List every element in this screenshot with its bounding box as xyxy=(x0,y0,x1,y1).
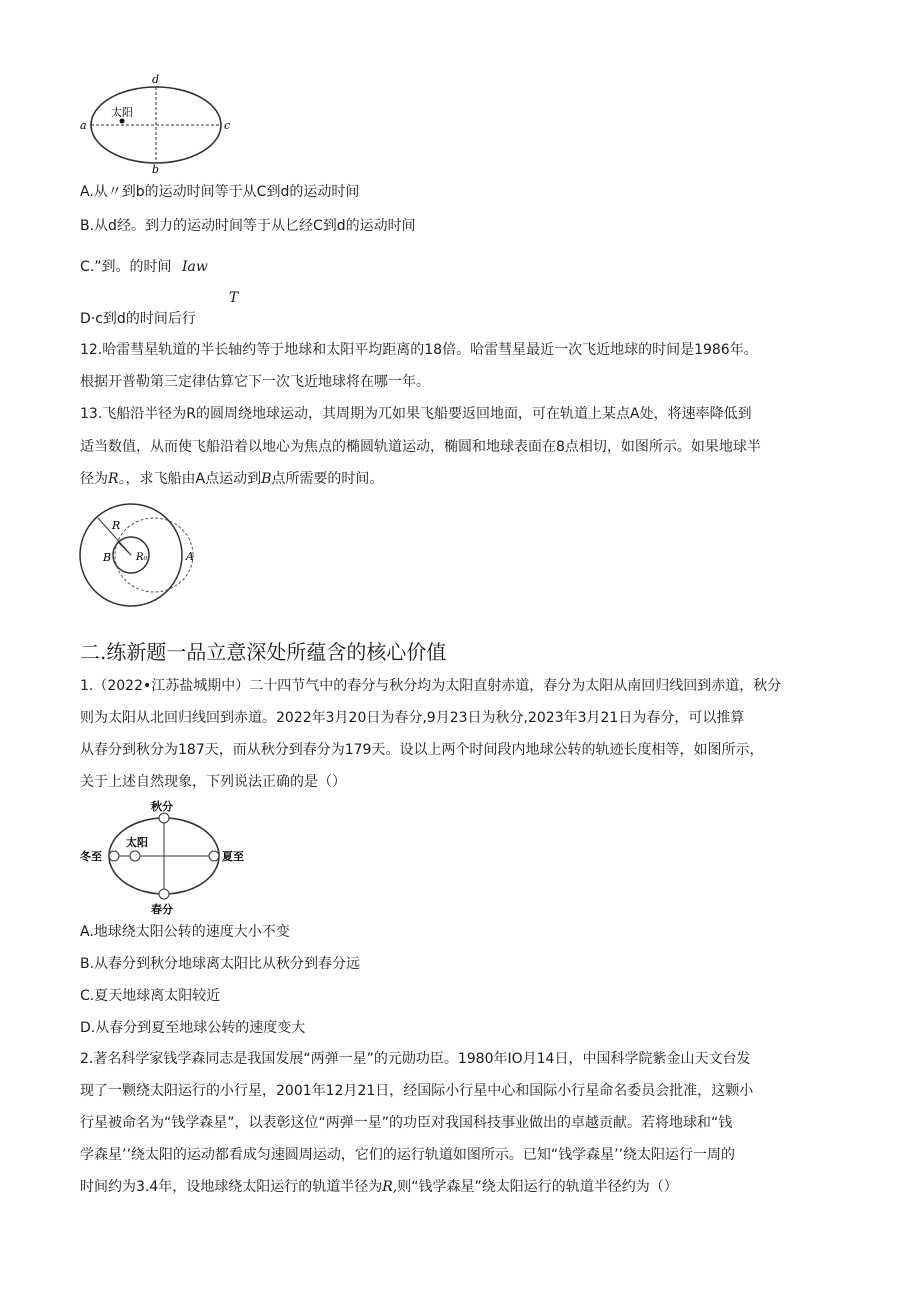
label-autumn: 秋分 xyxy=(151,800,173,813)
sun-dot xyxy=(120,119,125,124)
q12-line-1: 12.哈雷彗星轨道的半长轴约等于地球和太阳平均距离的18倍。哈雷彗星最近一次飞近地球的时间是1986年。 xyxy=(80,342,758,358)
label-spring: 春分 xyxy=(151,903,173,916)
q13-text-b: ，求飞船由A点运动到 xyxy=(125,471,262,487)
p1-line-1: 1.（2022•江苏盐城期中）二十四节气中的春分与秋分均为太阳直射赤道，春分为太阳从南回归线回到赤道，秋分 xyxy=(80,678,782,694)
q11-option-c-formula: Iaw xyxy=(181,259,208,275)
p1-line-4: 关于上述自然现象，下列说法正确的是（） xyxy=(80,774,346,790)
seasons-figure xyxy=(78,798,258,918)
p2-text-a: 时间约为3.4年，设地球绕太阳运行的轨道半径为 xyxy=(80,1179,383,1195)
p2-R: R, xyxy=(382,1179,398,1195)
p1-line-3: 从春分到秋分为187天，而从秋分到春分为179天。设以上两个时间段内地球公转的轨迹长度相等，如图所示， xyxy=(80,742,764,758)
orbit-figure xyxy=(78,502,208,612)
label-c: c xyxy=(224,119,231,132)
q11-option-c xyxy=(80,257,208,277)
label-R0: R₀ xyxy=(136,552,148,563)
label-a: a xyxy=(80,119,87,132)
q13-line-1: 13.飞船沿半径为R的圆周绕地球运动，其周期为兀如果飞船要返回地面，可在轨道上某点A处，将速率降低到 xyxy=(80,406,752,422)
q13-text-c: 点所需要的时间。 xyxy=(271,471,384,487)
spring-point xyxy=(159,889,169,899)
p2-line-3: 行星被命名为“钱学森星”，以表彰这位“两弹一星”的功臣对我国科技事业做出的卓越贡献。若将地球和“钱 xyxy=(80,1115,733,1131)
p2-line-4: 学森星’’绕太阳的运动都看成匀速圆周运动，它们的运行轨道如图所示。已知“钱学森星’’绕太阳运行一周的 xyxy=(80,1147,736,1163)
p1-option-c: C.夏天地球离太阳较近 xyxy=(80,988,221,1004)
q13-B: B xyxy=(261,471,272,487)
q13-R0: R。 xyxy=(108,471,126,487)
label-winter: 冬至 xyxy=(80,850,102,863)
q13-line-2: 适当数值，从而使飞船沿着以地心为焦点的椭圆轨道运动，椭圆和地球表面在8点相切，如图所示。如果地球半 xyxy=(80,439,761,455)
p1-option-a: A.地球绕太阳公转的速度大小不变 xyxy=(80,924,290,940)
q11-option-d: D·c到d的时间后行 xyxy=(80,311,196,327)
p1-option-d: D.从春分到夏至地球公转的速度变大 xyxy=(80,1020,306,1036)
label-sun: 太阳 xyxy=(126,836,148,849)
q12-line-2: 根据开普勒第三定律估算它下一次飞近地球将在哪一年。 xyxy=(80,374,430,390)
q11-formula-T: T xyxy=(229,290,239,306)
summer-point xyxy=(209,851,219,861)
q11-option-c-text: C.”到。的时间 xyxy=(80,259,172,275)
q11-option-b: B.从d经。到力的运动时间等于从匕经C到d的运动时间 xyxy=(80,218,416,234)
ellipse-orbit-figure xyxy=(78,74,238,174)
q13-line-3 xyxy=(80,469,383,489)
winter-point xyxy=(109,851,119,861)
p2-text-b: 则“钱学森星”绕太阳运行的轨道半径约为（） xyxy=(397,1179,678,1195)
radius-R0 xyxy=(118,542,131,555)
p1-option-b: B.从春分到秋分地球离太阳比从秋分到春分远 xyxy=(80,956,361,972)
p1-line-2: 则为太阳从北回归线回到赤道。2022年3月20日为春分,9月23日为秋分,2023年3月21日为春分，可以推算 xyxy=(80,710,745,726)
sun-point xyxy=(130,851,140,861)
section-2-title: 二.练新题一品立意深处所蕴含的核心价值 xyxy=(80,640,447,664)
autumn-point xyxy=(159,813,169,823)
label-b: b xyxy=(152,163,160,174)
q11-option-a: A.从〃到b的运动时间等于从C到d的运动时间 xyxy=(80,184,360,200)
p2-line-1: 2.著名科学家钱学森同志是我国发展“两弹一星”的元勋功臣。1980年IO月14日，中国科学院紫金山天文台发 xyxy=(80,1051,751,1067)
p2-line-2: 现了一颗绕太阳运行的小行星，2001年12月21日，经国际小行星中心和国际小行星命名委员会批准，这颗小 xyxy=(80,1083,754,1099)
q13-text-a: 径为 xyxy=(80,471,108,487)
label-R: R xyxy=(112,519,121,532)
label-A: A xyxy=(186,550,194,563)
label-sun: 太阳 xyxy=(111,106,133,119)
label-B: B xyxy=(103,551,112,564)
label-summer: 夏至 xyxy=(222,850,244,863)
label-d: d xyxy=(152,74,160,86)
p2-line-5 xyxy=(80,1177,678,1197)
